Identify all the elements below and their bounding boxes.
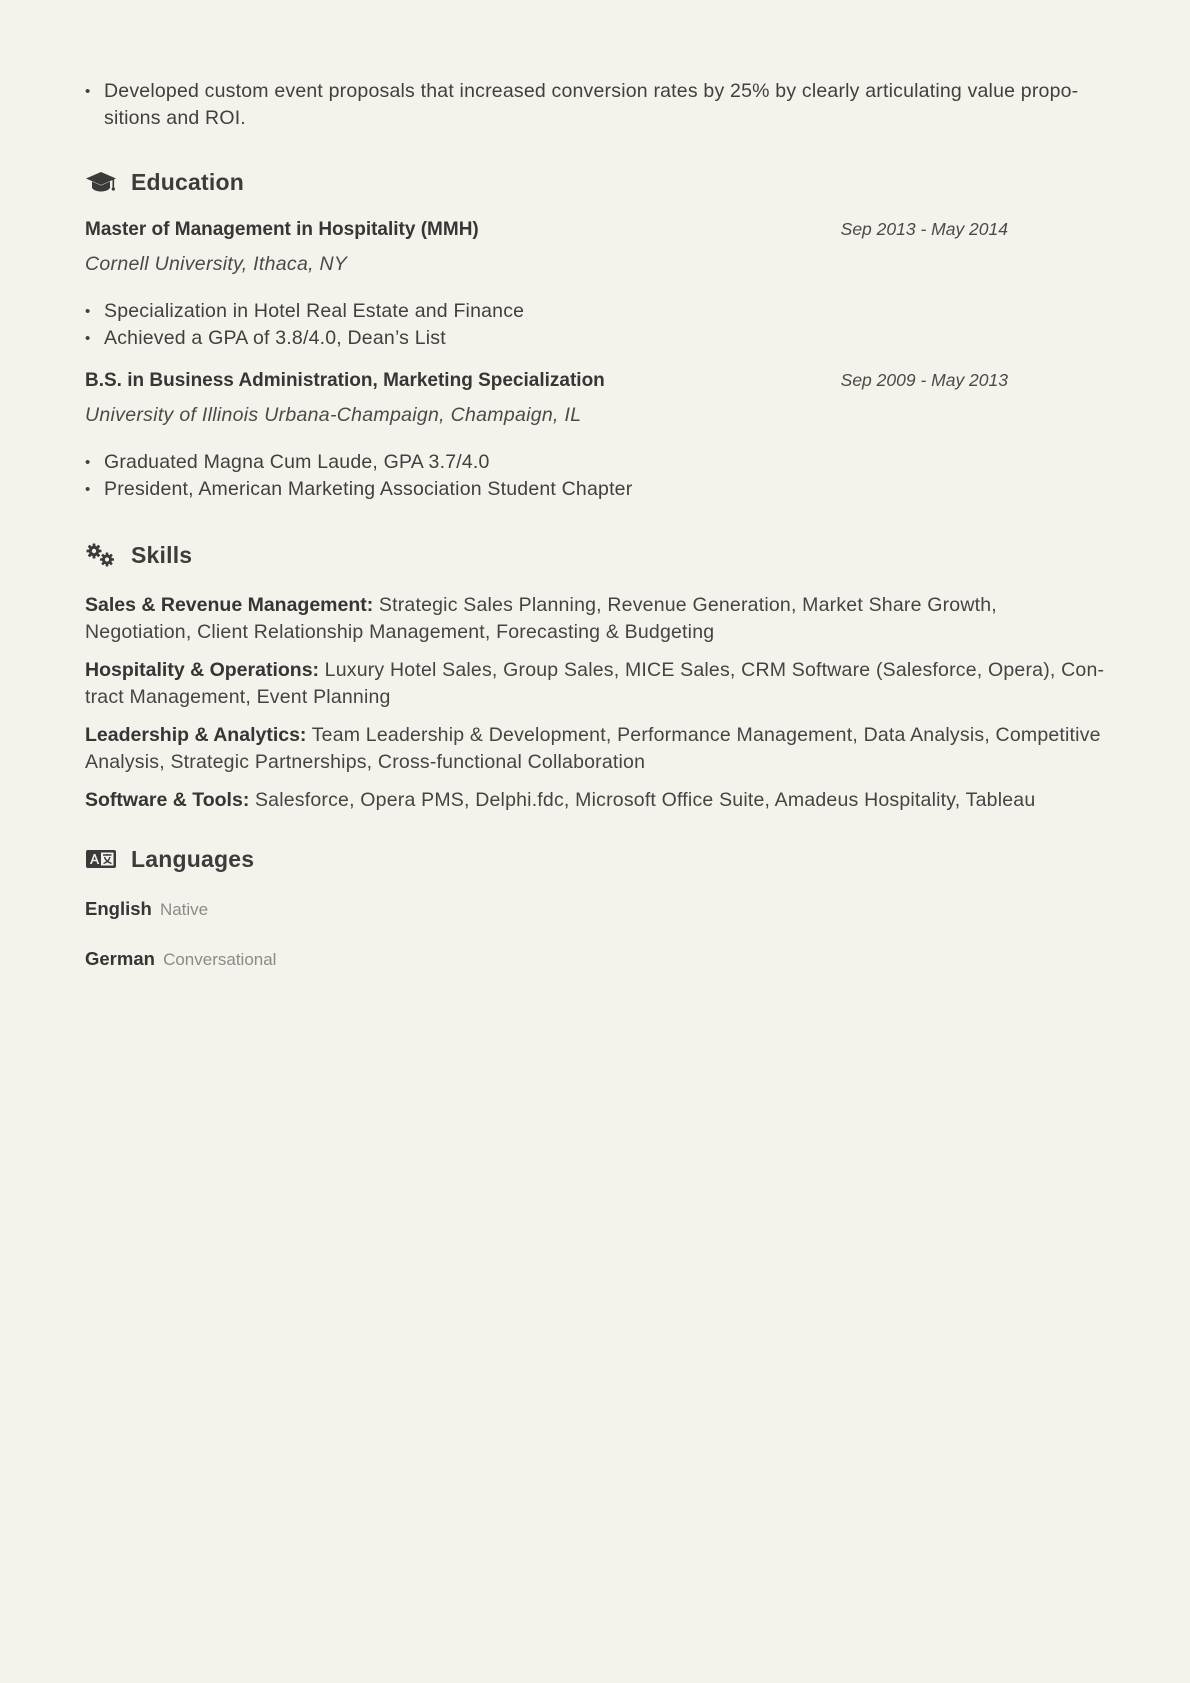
skill-category: Hospitality & Operations: — [85, 659, 320, 681]
language-item — [85, 948, 276, 970]
education-section-header — [85, 167, 244, 197]
list-item: • Graduated Magna Cum Laude, GPA 3.7/4.0 — [104, 449, 1025, 476]
experience-bullets — [85, 78, 1124, 132]
section-title: Education — [131, 168, 244, 195]
skill-group — [85, 722, 1105, 776]
skill-items: Luxury Hotel Sales, Group Sales, MICE Sales, CRM Software (Salesforce, Opera), Con- tract Management, Event Planning — [85, 659, 1105, 708]
section-title: Skills — [131, 541, 193, 568]
language-name: German — [85, 948, 155, 969]
languages-section-header — [85, 844, 254, 874]
degree-title: B.S. in Business Administration, Marketing Specialization — [85, 370, 605, 391]
education-bullets — [85, 449, 1025, 503]
skill-group — [85, 657, 1105, 711]
skill-category: Sales & Revenue Management: — [85, 594, 374, 616]
list-item: • Achieved a GPA of 3.8/4.0, Dean’s List — [104, 325, 1025, 352]
graduation-cap-icon — [85, 169, 117, 195]
school-name: Cornell University, Ithaca, NY — [85, 253, 348, 275]
skill-category: Software & Tools: — [85, 789, 250, 811]
skill-category: Leadership & Analytics: — [85, 724, 307, 746]
gears-icon — [85, 542, 117, 568]
language-icon — [85, 846, 117, 872]
education-bullets — [85, 298, 1025, 352]
section-title: Languages — [131, 845, 255, 872]
date-range: Sep 2009 - May 2013 — [840, 370, 1008, 390]
language-level: Native — [159, 900, 209, 919]
date-range: Sep 2013 - May 2014 — [840, 219, 1008, 239]
skill-items: Salesforce, Opera PMS, Delphi.fdc, Microsoft Office Suite, Amadeus Hospitality, Tableau — [254, 789, 1036, 811]
skill-items: Team Leadership & Development, Performance Management, Data Analysis, Competitive Analysis, Strategic Partnerships, Cross-functional Collaboration — [85, 724, 1101, 773]
language-name: English — [85, 898, 152, 919]
education-entry — [85, 370, 1025, 503]
language-level: Conversational — [163, 950, 277, 969]
education-entry — [85, 219, 1025, 352]
skill-group — [85, 787, 1105, 814]
list-item: • President, American Marketing Association Student Chapter — [104, 476, 1025, 503]
skills-section-header — [85, 540, 192, 570]
school-name: University of Illinois Urbana-Champaign, Champaign, IL — [85, 404, 582, 426]
skill-group — [85, 592, 1105, 646]
language-item — [85, 898, 208, 920]
list-item: • Developed custom event proposals that increased conversion rates by 25% by clearly articulating value propo- sitions and ROI. — [104, 78, 1124, 132]
list-item: • Specialization in Hotel Real Estate and Finance — [104, 298, 1025, 325]
skill-items: Strategic Sales Planning, Revenue Generation, Market Share Growth, Negotiation, Client Relationship Management, Forecasting & Budgeting — [85, 594, 997, 643]
degree-title: Master of Management in Hospitality (MMH) — [85, 219, 479, 240]
